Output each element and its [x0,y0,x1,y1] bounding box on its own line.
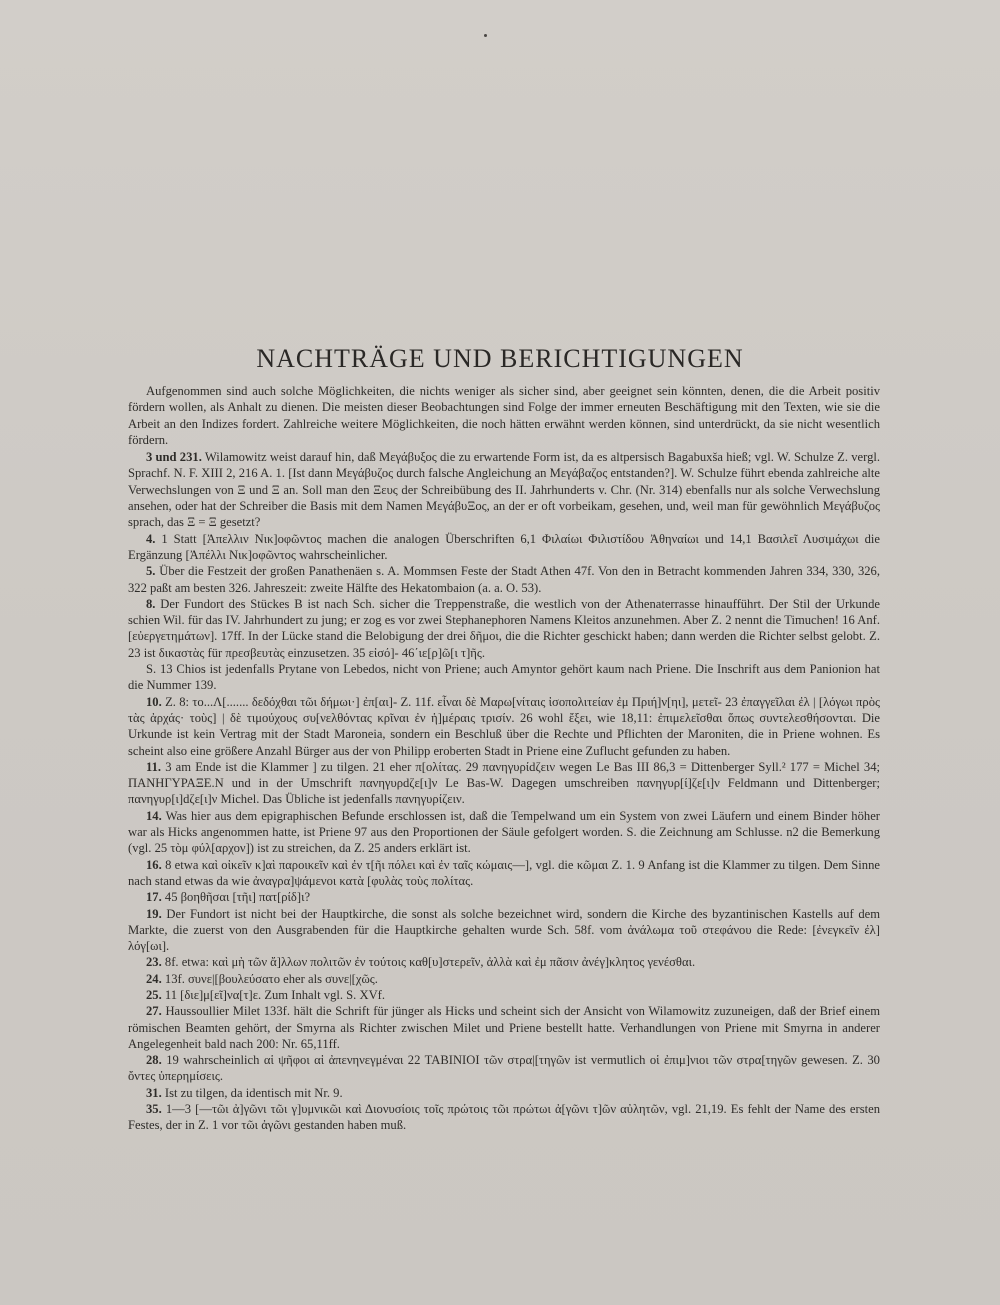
entry-text: Was hier aus dem epigraphischen Befunde erschlossen ist, daß die Tempelwand um ein System von zwei Läufern und einem Binder höher war als Hicks angenommen hatte, ist Priene 97 aus den Proportionen der Säule gefolgert worden. S. die Zeichnung am Schlusse. n2 die Bemerkung (vgl. 25 τὸμ φύλ[αρχον]) ist zu streichen, da Z. 25 anders erklärt ist. [128,808,880,856]
entry-paragraph [128,563,880,596]
entry-paragraph [128,759,880,808]
entry-label: 5. [146,564,156,579]
entry-paragraph [128,808,880,857]
paper-speck [484,34,487,37]
entry-label: 19. [146,906,162,921]
entry-text: Über die Festzeit der großen Panathenäen s. A. Mommsen Feste der Stadt Athen 47f. Von den in Betracht kommenden Jahren 334, 330, 326, 322 paßt am besten 326. Jahreszeit: zweite Hälfte des Hekatombaion (a. a. O. 53). [128,564,880,595]
entry-paragraph [128,1101,880,1134]
entry-text: Haussoullier Milet 133f. hält die Schrift für jünger als Hicks und scheint sich der Ansicht von Wilamowitz zuzuneigen, daß der Brief einem römischen Beamten gehört, der Smyrna als Richter zwischen Milet und Priene bestellt hatte. Verhandlungen von Priene mit Smyrna in anderer Angelegenheit bald nach 200: Nr. 65,11ff. [128,1004,880,1051]
entry-label: 10. [146,694,162,709]
entry-text: Wilamowitz weist darauf hin, daß Μεγάβυξος die zu erwartende Form ist, da es altpersisch Bagabuxša hieß; vgl. W. Schulze Z. vergl. Sprachf. N. F. XIII 2, 216 A. 1. [Ist dann Μεγάβυζος durch falsche Angleichung an Μεγάβαζος entstanden?]. W. Schulze führt ebenda zahlreiche alte Verwechslungen von Ξ und Ξ an. Soll man den Ξευς der Schreibübung des II. Jahrhunderts v. Chr. (Nr. 314) ebenfalls nur als solche Verwechslung ansehen, oder hat der Schreiber die Basis mit dem Namen ΜεγάβυΞος, an der er oft vorbeikam, gesehen, und, weil man für gewöhnlich Μεγάβυζος sprach, das Ξ = Ξ gesetzt? [128,450,881,530]
entry-label: 14. [146,808,162,823]
entry-paragraph [128,1052,880,1085]
entry-paragraph [128,1003,880,1052]
intro-paragraph: Aufgenommen sind auch solche Möglichkeiten, die nichts weniger als sicher sind, aber geeignet sein könnten, denen, die die Arbeit positiv fördern wollen, als Anhalt zu dienen. Die meisten dieser Beobachtungen sind Folge der immer erneuten Beschäftigung mit den Texten, wie sie die Arbeit an den Indizes fordert. Zahlreiche weitere Möglichkeiten, die noch hätten erwähnt werden können, sind unterdrückt, da sie nicht wesentlich fördern. [128,384,880,447]
page-title: NACHTRÄGE UND BERICHTIGUNGEN [256,344,744,373]
entry-label: 3 und 231. [146,450,202,465]
entry-text: 13f. συνε|[βουλεύσατο eher als συνε|[χῶς. [164,971,378,986]
entry-label: 11. [146,759,162,774]
entry-label: 28. [146,1053,162,1068]
entry-paragraph [128,694,880,759]
entry-paragraph [128,449,880,530]
entry-label: 4. [146,531,156,546]
entry-text: Der Fundort ist nicht bei der Hauptkirche, die sonst als solche bezeichnet wird, sondern die Kirche des byzantinischen Kastells auf dem Markte, die zuerst von den Ausgrabenden für die Hauptkirche gehalten wurde Sch. 58f. vom ἀνάλωμα τοῦ στεφάνου die Rede: [ἐνεγκεῖν ἐλ] λόγ[ωι]. [128,906,880,954]
entry-text: 45 βοηθῆσαι [τῆι] πατ[ρίδ]ι? [164,890,311,905]
entry-paragraph [128,531,880,564]
entry-list [128,449,880,1133]
entry-label: 35. [146,1102,162,1117]
entry-text: 3 am Ende ist die Klammer ] zu tilgen. 21 eher π[ολίτας. 29 πανηγυρίdζειν wegen Le Bas III 86,3 = Dittenberger Syll.² 177 = Michel 34; ΠΑΝΗΓΥΡΑΞΕ.Ν und in der Umschrift πανηγυρdζε[ι]ν Le Bas-W. Dagegen umschreiben πανηγυρ[ί]ζε[ι]ν Feldmann und Dittenberger; πανηγυρ[ι]dζε[ι]ν Michel. Das Übliche ist jedenfalls πανηγυρίζειν. [128,759,880,807]
entry-paragraph [128,1085,880,1101]
entry-text: Ist zu tilgen, da identisch mit Nr. 9. [164,1085,343,1100]
entry-paragraph [128,906,880,955]
entry-paragraph [128,954,880,970]
document-body [128,383,880,1134]
entry-text: S. 13 Chios ist jedenfalls Prytane von Lebedos, nicht von Priene; auch Amyntor gehört kaum nach Priene. Die Inschrift aus dem Panionion hat die Nummer 139. [128,662,880,693]
entry-text: 19 wahrscheinlich αἱ ψῆφοι αἱ ἀπενηνεγμέναι 22 ΤΑΒΙΝΙΟΙ τῶν στρα|[τηγῶν ist vermutlich οἱ ἐπιμ]νιοι τῶν στρα[τηγῶν gewesen. Z. 30 ὄντες ὑπερημίσεις. [128,1053,880,1084]
entry-text: Der Fundort des Stückes B ist nach Sch. sicher die Treppenstraße, die westlich von der Athenaterrasse hinaufführt. Der Stil der Urkunde schien Wil. für das IV. Jahrhundert zu jung; er zog es vor zwei Stephanephoren Namens Kleitos anzunehmen. Aber Z. 2 nennt die Timuchen! 16 Anf. [εὐεργετημάτων]. 17ff. In der Lücke stand die Belobigung der drei δῆμοι, die die Richter geschickt haben; dann werden die Richter selbst gelobt. Z. 23 ist δικαστὰς für πρεσβευτὰς einzusetzen. 35 εἰσό]- 46΄ιε[ρ]ῶ[ι τ]ῆς. [128,596,880,660]
entry-text: 1 Statt [Ἀπελλιν Νικ]οφῶντος machen die analogen Überschriften 6,1 Φιλαίωι Φιλιστίδου Ἀθηναίωι und 14,1 Βασιλεῖ Λυσιμάχωι die Ergänzung [Ἀπέλλι Νικ]οφῶντος wahrscheinlicher. [128,531,880,562]
entry-label: 27. [146,1004,162,1019]
entry-label: 24. [146,971,162,986]
entry-text: 11 [διε]μ[εῖ]να[τ]ε. Zum Inhalt vgl. S. XVf. [164,987,386,1002]
entry-label: 17. [146,890,162,905]
entry-paragraph [128,971,880,987]
entry-label: 16. [146,857,162,872]
entry-label: 31. [146,1085,162,1100]
entry-label: 8. [146,596,156,611]
entry-text: Z. 8: το...Λ[....... δεδόχθαι τῶι δήμωι·] ἐπ[αι]- Z. 11f. εἶναι δὲ Μαρω[νίταις ἰσοπολιτείαν ἐμ Πριή]ν[ηι], μετεῖ- 23 ἐπαγγεῖλαι ἐλ | [λόγωι πρὸς τὰς ἀρχάς· τοὺς] | δὲ τιμούχους συ[νελθόντας κρῖναι ἐν ἡ]μέραις τρισίν. 26 wohl ἔξει, wie 18,11: ἐπιμελεῖσθαι ὅπως συντελεσθήσονται. Die Urkunde ist kein Vertrag mit der Stadt Maroneia, sondern ein Beschluß über die Rechte und Pflichten der Maroniten, die in Priene wohnen. Es scheint also eine größere Anzahl Bürger aus der von Philipp eroberten Stadt in Priene eine Zuflucht gefunden zu haben. [128,694,880,758]
entry-paragraph [128,596,880,661]
entry-label: 25. [146,987,162,1002]
entry-text: 8 etwa καὶ οἰκεῖν κ]αὶ παροικεῖν καὶ ἐν τ[ῆι πόλει καὶ ἐν ταῖς κώμαις—], vgl. die κῶμαι Z. 1. 9 Anfang ist die Klammer zu tilgen. Dem Sinne nach stand etwas da wie ἀναγρα]ψάμενοι κατὰ [φυλὰς τοὺς πολίτας. [128,857,880,888]
entry-paragraph [128,661,880,694]
entry-paragraph [128,857,880,890]
entry-paragraph [128,987,880,1003]
entry-text: 8f. etwa: καὶ μὴ τῶν ἄ]λλων πολιτῶν ἐν τούτοις καθ[υ]στερεῖν, ἀλλὰ καὶ ἐμ πᾶσιν ἀνέγ]κλητος γενέσθαι. [164,955,696,970]
entry-label: 23. [146,955,162,970]
entry-text: 1—3 [—τῶι ἀ]γῶνι τῶι γ]υμνικῶι καὶ Διονυσίοις τοῖς πρώτοις τῶι πρώτωι ἀ[γῶνι τ]ῶν αὐλητῶν, vgl. 21,19. Es fehlt der Name des ersten Festes, der in Z. 1 vor τῶι ἀγῶνι gestanden haben muß. [128,1102,880,1133]
entry-paragraph [128,889,880,905]
